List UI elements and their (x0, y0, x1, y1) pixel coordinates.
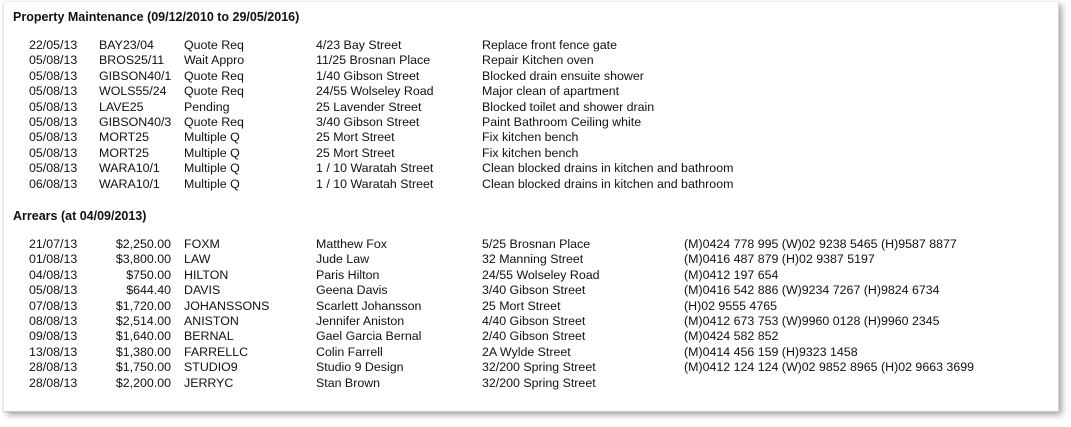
arrears-address: 5/25 Brosnan Place (482, 237, 591, 251)
arrears-tenant-name: Jude Law (316, 252, 370, 267)
table-row (4, 252, 1058, 267)
arrears-tenant-name: Paris Hilton (316, 267, 380, 282)
maintenance-date: 22/05/13 (29, 38, 78, 52)
maintenance-date: 05/08/13 (29, 145, 78, 160)
maintenance-status: Wait Appro (184, 53, 245, 68)
arrears-date: 04/08/13 (29, 267, 78, 282)
maintenance-status: Multiple Q (184, 161, 240, 176)
maintenance-status: Multiple Q (184, 176, 240, 191)
arrears-address: 4/40 Gibson Street (482, 313, 586, 328)
arrears-phones: (M)0416 487 879 (H)02 9387 5197 (684, 252, 875, 267)
maintenance-address: 1 / 10 Waratah Street (316, 161, 434, 176)
arrears-address: 32 Manning Street (482, 252, 584, 267)
maintenance-date: 05/08/13 (29, 84, 78, 99)
arrears-phones: (M)0414 456 159 (H)9323 1458 (684, 344, 858, 359)
arrears-amount: $750.00 (126, 267, 171, 282)
maintenance-address: 1/40 Gibson Street (316, 68, 420, 83)
maintenance-status: Quote Req (184, 38, 244, 52)
arrears-tenant-name: Stan Brown (316, 375, 381, 390)
arrears-phones: (M)0416 542 886 (W)9234 7267 (H)9824 6734 (684, 283, 940, 298)
maintenance-code: BROS25/11 (99, 53, 165, 68)
arrears-phones: (M)0412 197 654 (684, 267, 779, 282)
arrears-tenant-code: DAVIS (184, 283, 221, 298)
maintenance-description: Repair Kitchen oven (482, 53, 594, 68)
maintenance-code: BAY23/04 (99, 38, 154, 52)
arrears-amount: $3,800.00 (115, 252, 171, 267)
maintenance-description: Paint Bathroom Ceiling white (482, 114, 642, 129)
table-row (4, 237, 1058, 252)
arrears-date: 07/08/13 (29, 298, 78, 313)
arrears-date: 21/07/13 (29, 237, 78, 251)
arrears-tenant-code: LAW (184, 252, 211, 267)
arrears-tenant-name: Geena Davis (316, 283, 388, 298)
arrears-address: 24/55 Wolseley Road (482, 267, 600, 282)
arrears-phones: (M)0412 673 753 (W)9960 0128 (H)9960 2345 (684, 313, 940, 328)
table-row (4, 84, 1058, 99)
arrears-date: 09/08/13 (29, 329, 78, 344)
arrears-tenant-name: Matthew Fox (316, 237, 387, 251)
arrears-amount: $2,250.00 (115, 237, 171, 251)
arrears-tenant-code: STUDIO9 (184, 360, 238, 375)
maintenance-description: Blocked drain ensuite shower (482, 68, 644, 83)
arrears-phones: (H)02 9555 4765 (684, 298, 777, 313)
arrears-date: 28/08/13 (29, 375, 78, 390)
arrears-phones: (M)0412 124 124 (W)02 9852 8965 (H)02 9663 3699 (684, 360, 974, 375)
arrears-amount: $1,720.00 (115, 298, 171, 313)
arrears-address: 2A Wylde Street (482, 344, 571, 359)
maintenance-status: Quote Req (184, 114, 244, 129)
arrears-amount: $2,514.00 (115, 313, 171, 328)
arrears-list (4, 237, 1058, 391)
maintenance-address: 25 Mort Street (316, 130, 395, 145)
arrears-date: 05/08/13 (29, 283, 78, 298)
maintenance-code: GIBSON40/1 (99, 68, 172, 83)
table-row (4, 283, 1058, 298)
table-row (4, 360, 1058, 375)
maintenance-status: Quote Req (184, 84, 244, 99)
maintenance-address: 11/25 Brosnan Place (316, 53, 431, 68)
maintenance-code: WARA10/1 (99, 176, 160, 191)
maintenance-code: MORT25 (99, 130, 150, 145)
arrears-tenant-code: BERNAL (184, 329, 234, 344)
table-row (4, 130, 1058, 145)
maintenance-status: Quote Req (184, 68, 244, 83)
maintenance-date: 05/08/13 (29, 68, 78, 83)
table-row (4, 345, 1058, 360)
maintenance-list (4, 38, 1058, 192)
arrears-tenant-code: ANISTON (184, 313, 239, 328)
arrears-address: 2/40 Gibson Street (482, 329, 586, 344)
arrears-amount: $2,200.00 (115, 375, 171, 390)
arrears-amount: $1,380.00 (115, 344, 171, 359)
maintenance-status: Pending (184, 99, 230, 114)
table-row (4, 299, 1058, 314)
arrears-date: 08/08/13 (29, 313, 78, 328)
maintenance-code: MORT25 (99, 145, 150, 160)
arrears-date: 01/08/13 (29, 252, 78, 267)
arrears-tenant-code: FOXM (184, 237, 220, 251)
table-row (4, 161, 1058, 176)
maintenance-description: Fix kitchen bench (482, 130, 579, 145)
maintenance-date: 05/08/13 (29, 161, 78, 176)
arrears-amount: $1,640.00 (115, 329, 171, 344)
table-row (4, 314, 1058, 329)
table-row (4, 100, 1058, 115)
maintenance-address: 25 Lavender Street (316, 99, 422, 114)
arrears-tenant-name: Studio 9 Design (316, 360, 404, 375)
maintenance-description: Clean blocked drains in kitchen and bathroom (482, 161, 734, 176)
maintenance-address: 1 / 10 Waratah Street (316, 176, 434, 191)
table-row (4, 376, 1058, 391)
arrears-tenant-code: FARRELLC (184, 344, 249, 359)
table-row (4, 115, 1058, 130)
arrears-tenant-name: Jennifer Aniston (316, 313, 405, 328)
arrears-address: 3/40 Gibson Street (482, 283, 586, 298)
table-row (4, 146, 1058, 161)
maintenance-date: 05/08/13 (29, 114, 78, 129)
arrears-amount: $1,750.00 (115, 360, 171, 375)
maintenance-date: 05/08/13 (29, 99, 78, 114)
arrears-date: 28/08/13 (29, 360, 78, 375)
report-page (4, 2, 1059, 412)
maintenance-description: Clean blocked drains in kitchen and bathroom (482, 176, 734, 191)
arrears-phones: (M)0424 778 995 (W)02 9238 5465 (H)9587 8877 (684, 237, 957, 251)
table-row (4, 38, 1058, 53)
table-row (4, 177, 1058, 192)
table-row (4, 69, 1058, 84)
maintenance-description: Fix kitchen bench (482, 145, 579, 160)
maintenance-description: Replace front fence gate (482, 38, 618, 52)
arrears-date: 13/08/13 (29, 344, 78, 359)
maintenance-description: Blocked toilet and shower drain (482, 99, 655, 114)
arrears-tenant-name: Scarlett Johansson (316, 298, 422, 313)
table-row (4, 329, 1058, 344)
arrears-phones: (M)0424 582 852 (684, 329, 779, 344)
maintenance-address: 3/40 Gibson Street (316, 114, 420, 129)
maintenance-code: GIBSON40/3 (99, 114, 172, 129)
maintenance-address: 4/23 Bay Street (316, 38, 402, 52)
maintenance-code: LAVE25 (99, 99, 144, 114)
maintenance-status: Multiple Q (184, 145, 240, 160)
maintenance-address: 25 Mort Street (316, 145, 395, 160)
arrears-amount: $644.40 (126, 283, 171, 298)
arrears-address: 25 Mort Street (482, 298, 561, 313)
arrears-address: 32/200 Spring Street (482, 375, 596, 390)
maintenance-status: Multiple Q (184, 130, 240, 145)
maintenance-address: 24/55 Wolseley Road (316, 84, 434, 99)
maintenance-date: 06/08/13 (29, 176, 78, 191)
maintenance-code: WOLS55/24 (99, 84, 167, 99)
maintenance-date: 05/08/13 (29, 53, 78, 68)
maintenance-date: 05/08/13 (29, 130, 78, 145)
arrears-tenant-name: Colin Farrell (316, 344, 383, 359)
maintenance-section-title: Property Maintenance (09/12/2010 to 29/05/2016) (13, 10, 300, 24)
arrears-tenant-name: Gael Garcia Bernal (316, 329, 422, 344)
table-row (4, 53, 1058, 68)
arrears-section-title: Arrears (at 04/09/2013) (13, 209, 147, 223)
arrears-tenant-code: HILTON (184, 267, 229, 282)
arrears-tenant-code: JERRYC (184, 375, 234, 390)
arrears-address: 32/200 Spring Street (482, 360, 596, 375)
arrears-tenant-code: JOHANSSONS (184, 298, 270, 313)
table-row (4, 268, 1058, 283)
maintenance-description: Major clean of apartment (482, 84, 620, 99)
maintenance-code: WARA10/1 (99, 161, 160, 176)
